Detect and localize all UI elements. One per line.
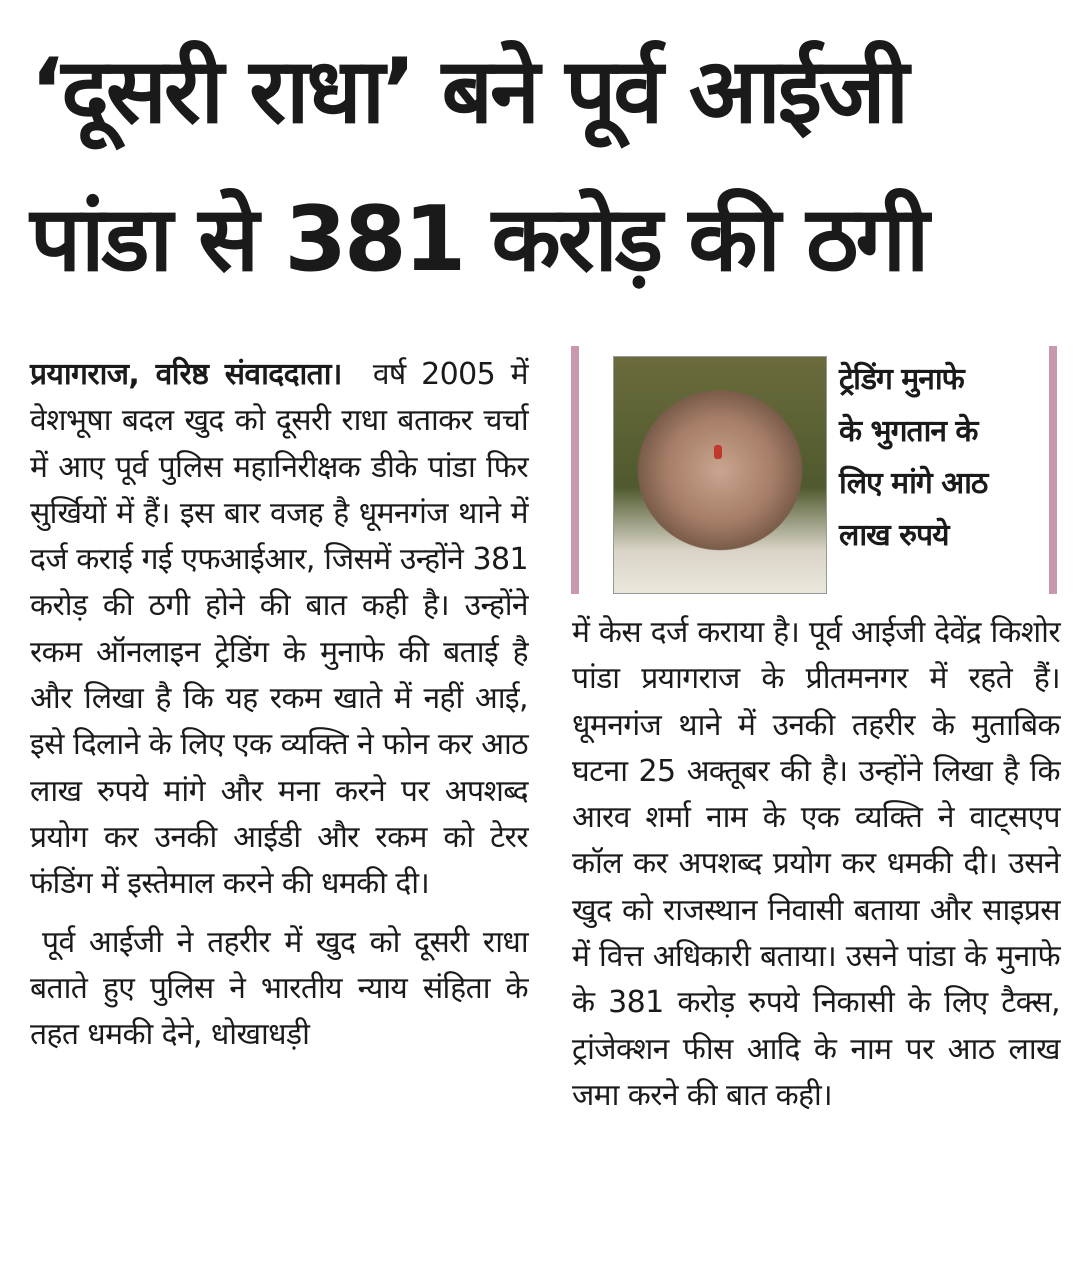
pull-quote-line: लिए मांगे आठ	[839, 466, 988, 501]
article-paragraph-2: पूर्व आईजी ने तहरीर में खुद को दूसरी राधा बताते हुए पुलिस ने भारतीय न्याय संहिता के तहत धमकी देने, धोखाधड़ी	[30, 924, 528, 1053]
article-paragraph-3: में केस दर्ज कराया है। पूर्व आईजी देवेंद्र किशोर पांडा प्रयागराज के प्रीतमनगर में रहते हैं। धूमनगंज थाने में उनकी तहरीर के मुताबिक घटना 25 अक्तूबर की है। उन्होंने लिखा है कि आरव शर्मा नाम के एक व्यक्ति ने वाट्सएप कॉल कर अपशब्द प्रयोग कर धमकी दी। उसने खुद को राजस्थान निवासी बताया और साइप्रस में वित्त अधिकारी बताया। उसने पांडा के मुनाफे के 381 करोड़ रुपये निकासी के लिए टैक्स, ट्रांजेक्शन फीस आदि के नाम पर आठ लाख जमा करने की बात कही।	[572, 615, 1060, 1113]
headline-line-1: ‘दूसरी राधा’ बने पूर्व आईजी	[30, 39, 907, 144]
portrait-photo	[613, 356, 827, 594]
pull-quote-line: लाख रुपये	[839, 518, 949, 553]
headline	[30, 18, 1060, 314]
pull-quote-box	[571, 346, 1059, 596]
tilak-mark	[714, 445, 722, 459]
pull-quote-text	[839, 354, 1035, 562]
article-column-right	[572, 610, 1060, 1119]
article-column-left	[30, 352, 528, 1058]
paragraph-1-text: वर्ष 2005 में वेशभूषा बदल खुद को दूसरी राधा बताकर चर्चा में आए पूर्व पुलिस महानिरीक्षक डीके पांडा फिर सुर्खियों में हैं। इस बार वजह है धूमनगंज थाने में दर्ज कराई गई एफआईआर, जिसमें उन्होंने 381 करोड़ की ठगी होने की बात कही है। उन्होंने रकम ऑनलाइन ट्रेडिंग के मुनाफे की बताई है और लिखा है कि यह रकम खाते में नहीं आई, इसे दिलाने के लिए एक व्यक्ति ने फोन कर आठ लाख रुपये मांगे और मना करने पर अपशब्द प्रयोग कर उनकी आईडी और रकम को टेरर फंडिंग में इस्तेमाल करने की धमकी दी।	[30, 357, 529, 902]
pull-quote-line: के भुगतान के	[839, 414, 978, 449]
dateline: प्रयागराज, वरिष्ठ संवाददाता।	[30, 357, 342, 392]
headline-line-2: पांडा से 381 करोड़ की ठगी	[30, 187, 927, 292]
accent-bar-right	[1049, 346, 1057, 594]
accent-bar-left	[571, 346, 579, 594]
pull-quote-line: ट्रेडिंग मुनाफे	[839, 362, 964, 397]
article-paragraph-1	[30, 352, 528, 908]
